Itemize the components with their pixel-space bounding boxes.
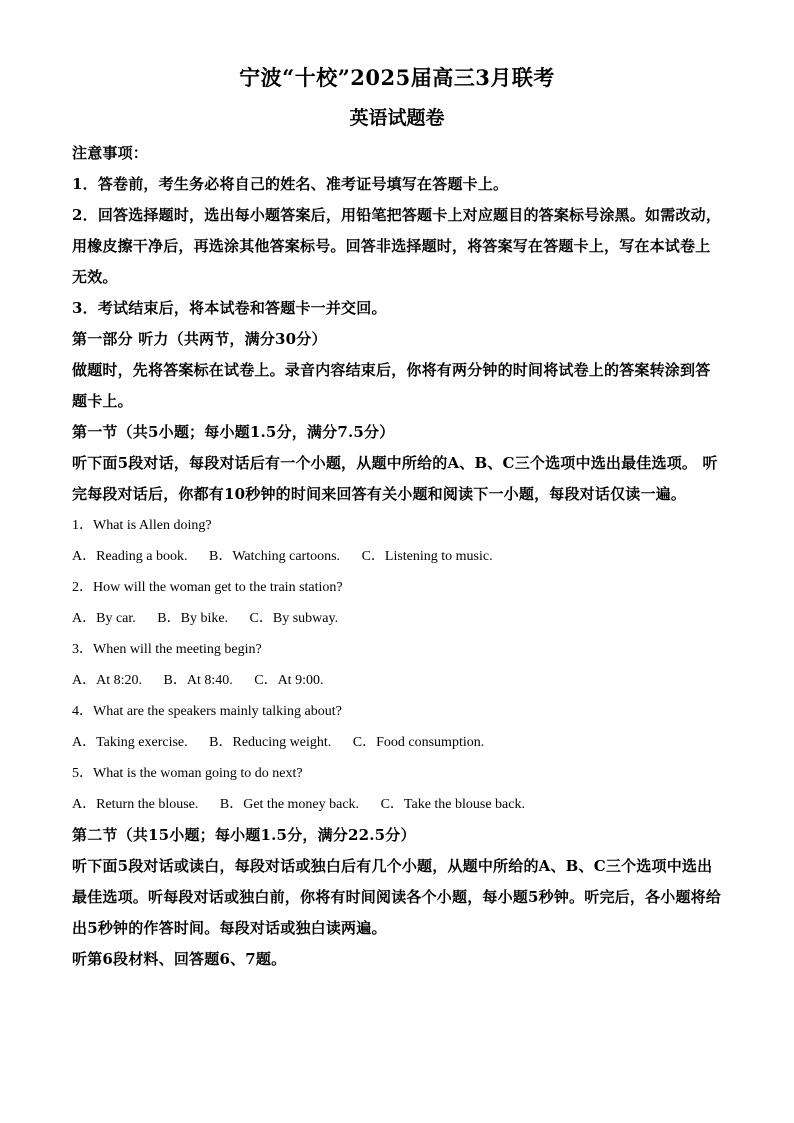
section1-heading: 第一节（共5小题；每小题1.5分，满分7.5分） bbox=[72, 423, 395, 441]
question-1: 1．What is Allen doing? bbox=[72, 518, 212, 533]
option-a: A．By car. bbox=[72, 611, 136, 626]
options-2 bbox=[72, 603, 722, 634]
question-2: 2．How will the woman get to the train station? bbox=[72, 580, 343, 595]
options-4 bbox=[72, 727, 722, 758]
page-title: 宁波“十校”2025届高三3月联考 bbox=[239, 65, 555, 90]
option-b: B．Reducing weight. bbox=[209, 735, 332, 750]
option-c: C．At 9:00. bbox=[254, 673, 324, 688]
option-b: B．Watching cartoons. bbox=[208, 549, 341, 564]
option-a: A．At 8:20. bbox=[72, 673, 142, 688]
exam-page bbox=[72, 62, 722, 975]
option-c: C．Food consumption. bbox=[352, 735, 485, 750]
question-list bbox=[72, 510, 722, 820]
option-c: C．Take the blouse back. bbox=[380, 797, 525, 812]
notes-heading: 注意事项： bbox=[72, 144, 149, 162]
option-b: B．At 8:40. bbox=[163, 673, 233, 688]
option-c: C．Listening to music. bbox=[361, 549, 493, 564]
section1-instruction: 听下面5段对话，每段对话后有一个小题，从题中所给的A、B、C三个选项中选出最佳选项。 听完每段对话后，你都有10秒钟的时间来回答有关小题和阅读下一小题，每段对话仅读一遍。 bbox=[72, 454, 718, 503]
listen-6-heading: 听第6段材料、回答题6、7题。 bbox=[72, 950, 287, 968]
part1-intro: 做题时，先将答案标在试卷上。录音内容结束后，你将有两分钟的时间将试卷上的答案转涂到答题卡上。 bbox=[72, 361, 711, 410]
question-5: 5．What is the woman going to do next? bbox=[72, 766, 303, 781]
options-3 bbox=[72, 665, 722, 696]
option-a: A．Return the blouse. bbox=[72, 797, 199, 812]
note-item-3: 3．考试结束后，将本试卷和答题卡一并交回。 bbox=[72, 299, 387, 317]
question-3: 3．When will the meeting begin? bbox=[72, 642, 262, 657]
section2-heading: 第二节（共15小题；每小题1.5分，满分22.5分） bbox=[72, 826, 416, 844]
option-b: B．Get the money back. bbox=[219, 797, 360, 812]
note-item-2: 2．回答选择题时，选出每小题答案后，用铅笔把答题卡上对应题目的答案标号涂黑。如需改动，用橡皮擦干净后，再选涂其他答案标号。回答非选择题时，将答案写在答题卡上，写在本试卷上无效。 bbox=[72, 206, 722, 286]
option-a: A．Reading a book. bbox=[72, 549, 188, 564]
page-subtitle: 英语试题卷 bbox=[349, 107, 445, 129]
note-item-1: 1．答卷前，考生务必将自己的姓名、准考证号填写在答题卡上。 bbox=[72, 175, 509, 193]
option-c: C．By subway. bbox=[249, 611, 339, 626]
section2-instruction: 听下面5段对话或读白，每段对话或独白后有几个小题，从题中所给的A、B、C三个选项中选出最佳选项。听每段对话或独白前，你将有时间阅读各个小题，每小题5秒钟。听完后，各小题将给出5秒钟的作答时间。每段对话或独白读两遍。 bbox=[72, 857, 722, 937]
option-b: B．By bike. bbox=[157, 611, 229, 626]
question-4: 4．What are the speakers mainly talking about? bbox=[72, 704, 342, 719]
option-a: A．Taking exercise. bbox=[72, 735, 188, 750]
options-5 bbox=[72, 789, 722, 820]
options-1 bbox=[72, 541, 722, 572]
part1-heading: 第一部分 听力（共两节，满分30分） bbox=[72, 330, 327, 348]
